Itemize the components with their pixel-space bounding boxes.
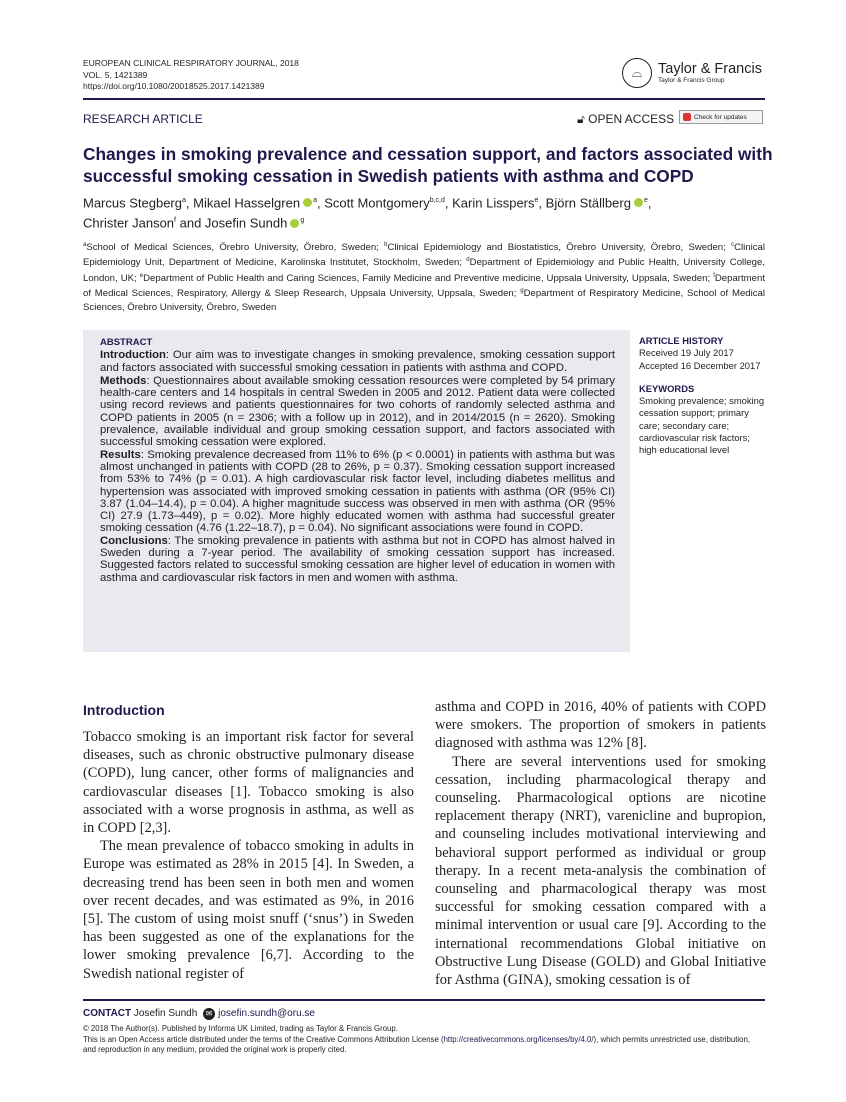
- section-text: : Questionnaires about available smoking cessation resources were completed by 54 primary health-care centers and 14 hospitals in central Sweden in 2005 and 2012. Patient data were collected using record reviews and patients questionnaires for two cohorts of randomly selected asthma and COPD patients in 2005 (n = 2306; with a follow up in 2012), and in 2014/2015 (n = 2620). Smoking prevalence, available individual and group smoking cessation support, and factors associated with successful smoking cessation were explored.: [100, 374, 615, 449]
- keywords-heading: KEYWORDS: [639, 382, 695, 394]
- orcid-icon[interactable]: [290, 219, 299, 228]
- section-text: : Our aim was to investigate changes in smoking prevalence, smoking cessation support and factors associated with successful smoking cessation in patients with asthma and COPD.: [100, 349, 615, 374]
- author-affiliation-mark: b,c,d: [429, 197, 445, 204]
- author-affiliation-mark: a: [182, 197, 186, 204]
- article-title: Changes in smoking prevalence and cessation support, and factors associated with successful smoking cessation in Swedish patients with asthma and COPD: [83, 144, 773, 186]
- paragraph: The mean prevalence of tobacco smoking in adults in Europe was estimated as 28% in 2015 [4]. In Sweden, a decreasing trend has been seen in both men and women over recent decades, and was estimated as 9%, in 2016 [5]. The custom of using moist snuff (‘snus’) in Sweden has been suggested as one of the explanations for the lower smoking prevalence [6,7]. According to the Swedish national register of: [83, 838, 414, 982]
- license-post: ), which permits unrestricted use, distribution, and reproduction in any medium, provided the original work is properly cited.: [83, 1034, 750, 1054]
- author: Christer Janson: [83, 215, 175, 231]
- affiliation: Clinical Epidemiology Unit, Department of Medicine, Karolinska Institutet, Stockholm, Sweden;: [83, 242, 765, 269]
- contact-label: CONTACT: [83, 1008, 132, 1019]
- author-affiliation-mark: g: [300, 217, 305, 225]
- abstract-conclusions: [100, 535, 615, 584]
- section-label: Results: [100, 448, 141, 461]
- contact-line: [83, 1008, 315, 1020]
- open-access: [577, 112, 674, 127]
- author: Scott Montgomery: [324, 195, 430, 211]
- journal-name: EUROPEAN CLINICAL RESPIRATORY JOURNAL, 2018: [83, 58, 299, 68]
- keywords-list: Smoking prevalence; smoking cessation support; primary care; secondary care; cardiovascular risk factors; high educational level: [639, 395, 765, 456]
- update-icon: [683, 113, 691, 121]
- publisher-group: Taylor & Francis Group: [658, 77, 725, 84]
- author-list: Marcus Stegberg$^a$, Mikael Hasselgren $^a$, Scott Montgomery$^{b,c,d}$, Karin Lisspers$^e$, Björn Ställberg $^e$, Christer Janson$^f$ and Josefin Sundh $^g$: [83, 195, 652, 231]
- received-date: Received 19 July 2017: [639, 347, 734, 359]
- publisher-name: Taylor & Francis: [658, 61, 762, 77]
- affiliation-mark: e: [139, 272, 144, 279]
- author: Björn Ställberg: [545, 195, 631, 211]
- footer-rule: [83, 999, 765, 1001]
- abstract-methods: [100, 375, 615, 449]
- license-pre: This is an Open Access article distributed under the terms of the Creative Commons Attribution License (: [83, 1034, 444, 1044]
- section-label: Introduction: [100, 349, 166, 362]
- author: Karin Lisspers: [452, 195, 535, 211]
- header-rule: [83, 98, 765, 100]
- affiliation-mark: f: [713, 272, 715, 279]
- affiliation: Department of Medical Sciences, Respiratory, Allergy & Sleep Research, Uppsala University, Uppsala, Sweden;: [83, 272, 765, 300]
- affiliation: Department of Epidemiology and Public Health, University College, London, UK;: [83, 257, 765, 284]
- affiliations: [83, 239, 765, 314]
- abstract-results: [100, 449, 615, 535]
- affiliation-mark: a: [83, 242, 87, 248]
- author-affiliation-mark: e: [534, 197, 539, 204]
- email-icon: ✉: [203, 1008, 215, 1020]
- abstract-box: [83, 330, 630, 652]
- body-column-left: [83, 728, 414, 983]
- affiliation-mark: b: [384, 242, 388, 248]
- affiliation-mark: g: [520, 288, 524, 295]
- journal-header: [83, 58, 299, 93]
- orcid-icon[interactable]: [634, 198, 643, 207]
- section-text: : The smoking prevalence in patients with asthma but not in COPD has almost halved in Sweden during a 7-year period. The availability of smoking cessation support has increased. Suggested factors related to successful smoking cessation are higher level of education in women with asthma and cardiovascular risk factors in men and women with asthma.: [100, 534, 615, 584]
- publisher-logo: [622, 58, 762, 88]
- section-text: : Smoking prevalence decreased from 11% to 6% (p < 0.0001) in patients with asthma but was almost unchanged in patients with COPD (28 to 26%, p = 0.37). Smoking cessation support increased from 53% to 74% (p = 0.01). A high cardiovascular risk factor level, including diabetes mellitus and hypertension was associated with improved smoking cessation in patients with asthma (OR (95% CI) 3.87 (1.04–14.4), p = 0.04). A higher magnitude success was observed in men with asthma (OR (95% CI) 27.9 (1.73–449), p = 0.02). More highly educated women with asthma had successful greater smoking cessation (4.76 (1.22–18.7), p = 0.04). No significant associations were found in COPD.: [100, 448, 615, 535]
- doi-link[interactable]: https://doi.org/10.1080/20018525.2017.1421389: [83, 81, 265, 91]
- history-heading: ARTICLE HISTORY: [639, 335, 724, 346]
- paragraph: There are several interventions used for smoking cessation, including pharmacological therapy and counseling. Pharmacological options are nicotine replacement therapy (NRT), varenicline and bupropion, and counseling includes motivational interviewing and behavioral support performed as individual or group therapy. In a recent meta-analysis the combination of counseling and pharmacological therapy was most successful for smoking cessation compared with a minimal intervention or usual care [9]. According to the international recommendations Global initiative on Obstructive Lung Disease (GOLD) and Global Initiative for Asthma (GINA), smoking cessation is of: [435, 753, 766, 989]
- affiliation: Department of Respiratory Medicine, School of Medical Sciences, Örebro University, Örebro, Sweden: [83, 288, 766, 313]
- author-affiliation-mark: f: [174, 217, 176, 225]
- author: Mikael Hasselgren: [193, 195, 301, 211]
- email-link[interactable]: josefin.sundh@oru.se: [218, 1008, 315, 1019]
- check-updates-label: Check for updates: [694, 113, 747, 121]
- paragraph: asthma and COPD in 2016, 40% of patients with COPD were smokers. The proportion of smokers in patients diagnosed with asthma was 12% [8].: [435, 699, 766, 752]
- article-sidebar: [639, 335, 767, 457]
- open-access-label: OPEN ACCESS: [588, 112, 675, 126]
- section-heading: Introduction: [83, 702, 165, 718]
- paragraph: Tobacco smoking is an important risk factor for several diseases, such as chronic obstructive pulmonary disease (COPD), lung cancer, other forms of malignancies and cardiovascular diseases [1]. Tobacco smoking is also associated with a worse prognosis in asthma, as well as in COPD [2,3].: [83, 729, 414, 837]
- contact-name: Josefin Sundh: [133, 1008, 198, 1019]
- section-label: Conclusions: [100, 534, 168, 547]
- affiliation: Department of Public Health and Caring Sciences, Family Medicine and Preventive medicine, Uppsala University, Uppsala, Sweden;: [143, 272, 714, 284]
- accepted-date: Accepted 16 December 2017: [639, 359, 761, 371]
- orcid-icon[interactable]: [303, 198, 312, 207]
- lamp-icon: ⌓: [622, 58, 652, 88]
- affiliation: School of Medical Sciences, Örebro University, Örebro, Sweden;: [86, 242, 385, 254]
- check-updates-button[interactable]: [679, 110, 763, 124]
- article-type: RESEARCH ARTICLE: [83, 112, 203, 126]
- author: Josefin Sundh: [204, 215, 288, 231]
- section-label: Methods: [100, 374, 147, 387]
- journal-volume: VOL. 5, 1421389: [83, 69, 148, 80]
- open-lock-icon: 🔓︎: [577, 112, 585, 126]
- body-column-right: [435, 698, 766, 989]
- affiliation: Clinical Epidemiology and Biostatistics, Örebro University, Örebro, Sweden;: [387, 242, 732, 254]
- copyright: © 2018 The Author(s). Published by Informa UK Limited, trading as Taylor & Francis Group.: [83, 1024, 398, 1033]
- affiliation-mark: c: [731, 242, 735, 248]
- abstract-heading: ABSTRACT: [100, 337, 153, 348]
- affiliation-mark: d: [466, 257, 470, 264]
- license-text: [83, 1024, 765, 1056]
- license-link[interactable]: http://creativecommons.org/licenses/by/4.0/: [443, 1034, 594, 1044]
- author: Marcus Stegberg: [83, 195, 182, 211]
- author-affiliation-mark: e: [643, 197, 648, 204]
- author-affiliation-mark: a: [313, 197, 317, 204]
- abstract-introduction: [100, 349, 615, 374]
